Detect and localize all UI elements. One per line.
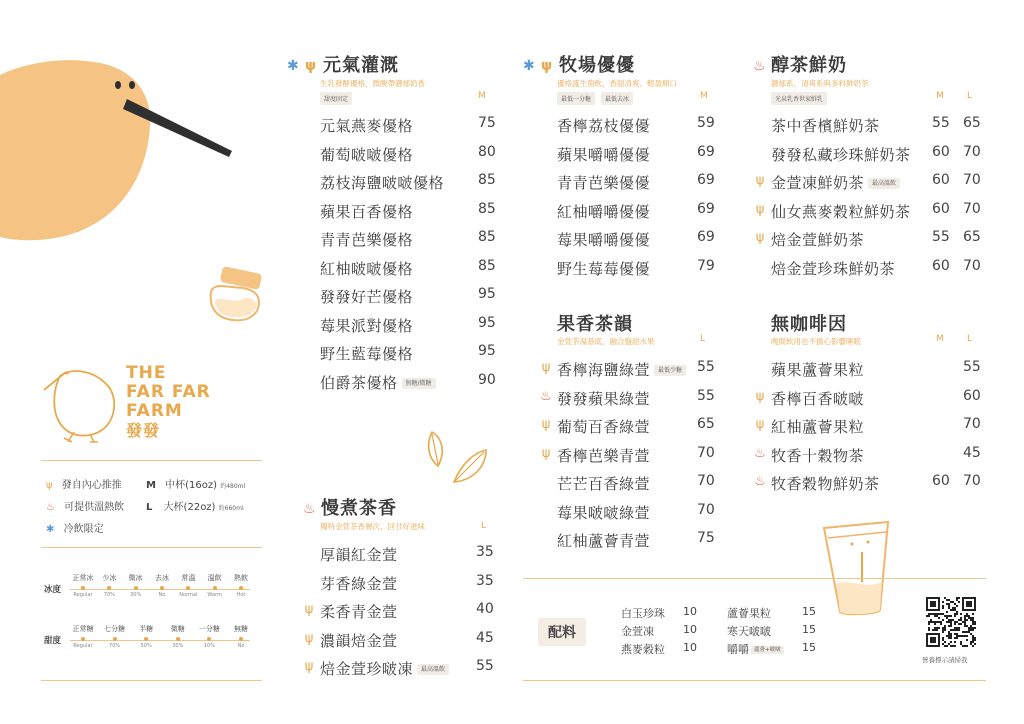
option-sublabel: 50% (140, 643, 152, 649)
topping-name: 金萱凍 (621, 625, 654, 638)
menu-item-label: 焙金萱珍珠鮮奶茶 (771, 259, 896, 278)
menu-item-name (320, 229, 413, 250)
flame-icon: ♨ (754, 474, 766, 489)
menu-item[interactable] (540, 387, 727, 417)
menu-item-label: 發發蘋果綠萱 (557, 389, 651, 408)
price-m: 95 (478, 343, 496, 359)
menu-item[interactable] (557, 229, 727, 258)
menu-item[interactable] (557, 530, 727, 559)
menu-item[interactable] (541, 444, 727, 474)
menu-item[interactable] (557, 258, 727, 287)
option-label: 無糖 (234, 625, 248, 633)
menu-item-label: 元氣燕麥優格 (320, 117, 414, 135)
section-subtitle-yuanqi: 生乳發酵優格，微酸帶濃郁奶香 (320, 79, 425, 88)
brand-line-4: 發發 (126, 421, 161, 440)
menu-item-label: 厚韻紅金萱 (320, 546, 398, 564)
legend-size-m: M 中杯(16oz) 約480ml (146, 480, 246, 491)
option-label: 微冰 (128, 574, 143, 582)
wheat-sprout-icon: ψ (755, 388, 765, 404)
menu-item[interactable] (320, 172, 500, 201)
option-sublabel: 10% (203, 643, 215, 649)
sugar-option[interactable] (98, 624, 132, 649)
menu-item[interactable] (304, 658, 500, 687)
menu-item[interactable] (320, 144, 500, 173)
option-dot (160, 586, 164, 590)
menu-item-name (557, 144, 650, 165)
option-dot (144, 637, 148, 641)
menu-item-label: 發發好芒優格 (320, 288, 414, 306)
section-title-guoxiang: 果香茶韻 (557, 314, 633, 335)
legend-size-l: L 大杯(22oz) 約660ml (146, 502, 244, 513)
topping-item (727, 623, 771, 639)
section-title-chunnai: ♨ 醇茶鮮奶 (753, 55, 847, 76)
option-sublabel: No (237, 643, 245, 649)
wheat-sprout-icon: ψ (304, 630, 314, 646)
topping-price: 10 (683, 641, 697, 654)
menu-item-label: 荔枝海鹽啵啵優格 (320, 174, 445, 192)
menu-item-label: 野生藍莓優格 (320, 345, 414, 363)
wheat-sprout-icon: ψ (304, 602, 314, 617)
menu-item-name (320, 544, 398, 565)
menu-item-label: 香檸芭樂青萱 (557, 446, 651, 465)
price-l: 70 (963, 143, 981, 160)
cup-illustration (822, 518, 894, 618)
price-m: 79 (697, 257, 715, 274)
topping-name: 燕麥穀粒 (621, 643, 665, 656)
wheat-sprout-icon: ψ (305, 58, 318, 74)
price-l: 60 (963, 387, 981, 404)
menu-item-label: 茶中香檳鮮奶茶 (771, 117, 880, 135)
option-sublabel: Regular (73, 592, 93, 598)
menu-item-name (771, 359, 864, 380)
sugar-label: 甜度 (44, 636, 62, 646)
legend-cold: ✱ 冷飲限定 (46, 524, 104, 535)
price-m: 60 (932, 143, 950, 160)
menu-item-name (557, 416, 650, 437)
topping-note: 蘆薈+啵啵 (751, 646, 784, 654)
menu-item-name (771, 115, 880, 136)
price-l: 70 (963, 416, 981, 432)
menu-item[interactable] (771, 258, 986, 287)
price-m: 60 (932, 473, 950, 489)
option-dot (113, 637, 117, 641)
item-list-muchang (557, 115, 727, 286)
topping-name: 嚼嚼 (727, 643, 749, 656)
menu-item-label: 紅柚蘆薈青萱 (557, 532, 651, 550)
option-sublabel: 70% (103, 592, 115, 598)
option-sublabel: Regular (73, 643, 93, 649)
option-dot (81, 586, 85, 590)
price-l: 55 (476, 658, 494, 674)
price-l: 55 (963, 359, 981, 375)
price-l: 70 (697, 501, 715, 518)
menu-item-name (557, 445, 650, 466)
flame-icon: ♨ (303, 501, 317, 517)
section-subtitle-muchang: 優格盛生菌飲，香甜清爽、輕盈順口 (557, 79, 677, 88)
menu-item-name (557, 502, 650, 523)
section-title-muchang: ✱ ψ 牧場優優 (523, 55, 635, 76)
menu-item-name (320, 630, 398, 651)
price-l: 65 (963, 229, 981, 245)
menu-item-name (771, 445, 864, 466)
price-m: 60 (932, 200, 950, 217)
tea-leaves-illustration (424, 428, 490, 488)
menu-item-label: 芒芒百香綠萱 (557, 475, 651, 493)
qr-caption: 營養標示請掃我 (922, 656, 968, 664)
menu-item-label: 蘋果蘆薈果粒 (771, 361, 865, 379)
topping-price: 10 (683, 623, 697, 636)
price-m: 75 (478, 115, 496, 131)
flame-icon: ♨ (46, 502, 55, 513)
flame-icon: ♨ (753, 58, 767, 74)
menu-item-name (557, 115, 650, 136)
menu-item[interactable] (557, 502, 727, 531)
menu-item-label: 牧香十穀物茶 (771, 446, 865, 465)
item-list-manzhu (304, 544, 500, 687)
price-l: 70 (963, 257, 981, 274)
menu-item[interactable] (541, 416, 727, 445)
option-label: 少冰 (102, 574, 117, 582)
topping-item (621, 641, 665, 657)
section-subtitle-chunnai: 濃郁系、清爽系與多料鮮奶茶 (771, 79, 869, 88)
menu-item-name (320, 315, 413, 336)
tag: 最低去冰 (601, 92, 633, 105)
menu-item-name (320, 343, 413, 364)
topping-price: 15 (802, 605, 816, 618)
price-m: 69 (697, 143, 715, 160)
menu-item[interactable] (320, 372, 500, 401)
option-dot (134, 586, 138, 590)
price-l: 70 (963, 172, 981, 188)
menu-item[interactable] (755, 200, 986, 230)
price-l: 75 (697, 530, 715, 546)
price-m: 55 (932, 115, 950, 131)
topping-price: 15 (802, 641, 816, 654)
wheat-sprout-icon: ψ (541, 58, 554, 74)
item-list-chunnai (755, 115, 986, 286)
section-subtitle-guoxiang: 金萱茶湯基底，融合盤甜水果 (557, 337, 655, 346)
menu-item-label: 香檸海鹽綠萱 (557, 361, 651, 379)
price-m: 69 (697, 172, 715, 188)
menu-item-name (771, 416, 864, 437)
price-l: 35 (476, 572, 494, 589)
section-tags-chunnai (771, 92, 827, 105)
menu-item-name (320, 601, 398, 622)
tag: 最低一分糖 (557, 92, 595, 105)
menu-item-name (320, 573, 398, 594)
option-dot (207, 637, 211, 641)
tag: 甜度固定 (320, 92, 352, 105)
section-subtitle-wukafei: 晚間飲用也不擔心影響睡眠 (771, 337, 861, 346)
brand-kiwi-logo (38, 362, 120, 444)
flame-icon: ♨ (540, 388, 552, 404)
menu-item[interactable] (320, 115, 500, 144)
menu-item-label: 紅柚啵啵優格 (320, 259, 414, 278)
option-label: 正常糖 (72, 625, 94, 633)
price-m: 60 (932, 257, 950, 274)
tag: 光泉乳香世家鮮乳 (771, 92, 827, 105)
option-sublabel: 70% (109, 643, 121, 649)
menu-item-name (320, 658, 449, 679)
price-l: 70 (963, 473, 981, 489)
menu-item[interactable] (755, 387, 986, 417)
ice-option[interactable] (224, 573, 258, 598)
option-dot (213, 586, 217, 590)
price-l: 35 (476, 544, 494, 560)
menu-item-label: 金萱凍鮮奶茶 (771, 174, 865, 192)
option-sublabel: 30% (172, 643, 184, 649)
menu-item[interactable] (771, 144, 986, 173)
menu-item-label: 發發私藏珍珠鮮奶茶 (771, 145, 911, 164)
brand-line-1: THE (126, 363, 167, 383)
menu-item-name (320, 372, 436, 393)
item-list-wukafei (754, 359, 986, 502)
topping-item (621, 623, 654, 639)
menu-item-label: 莓果啵啵綠萱 (557, 503, 651, 522)
brand-line-2: FAR FAR (126, 382, 211, 402)
topping-name: 蘆薈果粒 (727, 607, 771, 620)
menu-item[interactable] (320, 201, 500, 230)
price-m: 69 (697, 200, 715, 217)
topping-item (727, 605, 771, 621)
option-label: 半糖 (139, 625, 154, 633)
menu-item-note: 最低少糖 (654, 365, 686, 376)
menu-item-label: 焙金萱鮮奶茶 (771, 231, 865, 249)
menu-item-name (557, 201, 650, 222)
price-m: 95 (478, 314, 496, 331)
menu-item-label: 香檸荔枝優優 (557, 117, 651, 135)
menu-item-label: 蘋果百香優格 (320, 202, 414, 221)
sugar-option[interactable] (161, 624, 195, 649)
menu-item[interactable] (320, 286, 500, 315)
menu-item[interactable] (320, 229, 500, 258)
option-sublabel: Hot (236, 592, 246, 598)
price-l: 65 (963, 115, 981, 131)
menu-item-name (557, 172, 650, 193)
topping-item (621, 605, 665, 621)
menu-item[interactable] (304, 629, 500, 659)
snowflake-icon: ✱ (287, 58, 300, 74)
menu-item-name (320, 115, 413, 136)
qr-code[interactable] (926, 597, 976, 647)
menu-item[interactable] (557, 172, 727, 201)
section-title-manzhu: ♨ 慢煮茶香 (303, 498, 397, 519)
menu-item-name (320, 201, 413, 222)
price-l: 70 (697, 473, 715, 489)
section-tags-yuanqi (320, 92, 352, 105)
price-l: 65 (697, 416, 715, 432)
menu-item-label: 仙女燕麥穀粒鮮奶茶 (771, 202, 911, 221)
menu-item-name (557, 359, 686, 380)
kiwi-bird-illustration (0, 55, 240, 250)
price-m: 85 (478, 229, 496, 245)
menu-item-name (557, 258, 650, 279)
price-l: 40 (476, 601, 494, 617)
section-subtitle-manzhu: 獨特金萱茶香層次，回甘好滋味 (320, 522, 425, 531)
menu-item[interactable] (755, 172, 986, 201)
wheat-sprout-icon: ψ (304, 659, 314, 674)
option-label: 正常冰 (72, 574, 94, 582)
option-dot (239, 637, 243, 641)
menu-item-label: 香檸百香啵啵 (771, 389, 865, 408)
wheat-sprout-icon: ψ (46, 480, 53, 491)
menu-item-label: 葡萄啵啵優格 (320, 145, 414, 164)
price-m: 55 (932, 229, 950, 245)
item-list-guoxiang (540, 359, 727, 559)
menu-item[interactable] (557, 473, 727, 502)
menu-item-name (320, 144, 413, 165)
wheat-sprout-icon: ψ (755, 230, 765, 245)
menu-item-name (771, 172, 900, 193)
menu-item[interactable] (320, 258, 500, 287)
menu-item[interactable] (771, 359, 986, 388)
option-dot (107, 586, 111, 590)
menu-item-name (771, 201, 911, 222)
option-label: 熱飲 (234, 574, 248, 582)
price-m: 85 (478, 257, 496, 274)
menu-item-name (557, 530, 650, 551)
menu-item-label: 牧香穀物鮮奶茶 (771, 475, 880, 493)
topping-name: 白玉珍珠 (621, 607, 665, 620)
option-label: 去冰 (155, 574, 169, 582)
menu-item-name (771, 144, 911, 165)
option-dot (81, 637, 85, 641)
sugar-option[interactable] (224, 624, 258, 649)
wheat-sprout-icon: ψ (755, 201, 765, 217)
option-label: 微糖 (170, 625, 185, 633)
menu-item-label: 紅柚嚼嚼優優 (557, 202, 651, 221)
menu-item-name (771, 229, 864, 250)
menu-item-name (320, 286, 413, 307)
section-title-yuanqi: ✱ ψ 元氣灌溉 (287, 55, 399, 76)
menu-item-note: 無糖/微糖 (402, 378, 436, 389)
option-label: 常溫 (181, 574, 196, 582)
price-l: 45 (963, 444, 981, 461)
menu-item[interactable] (754, 473, 986, 502)
menu-item[interactable] (304, 601, 500, 630)
menu-item[interactable] (541, 359, 727, 388)
menu-item[interactable] (771, 115, 986, 144)
menu-item-label: 蘋果嚼嚼優優 (557, 145, 651, 164)
item-list-yuanqi (320, 115, 500, 400)
price-m: 60 (932, 172, 950, 188)
wheat-sprout-icon: ψ (541, 360, 551, 375)
price-m: 69 (697, 229, 715, 245)
price-l: 45 (476, 629, 494, 646)
menu-item-label: 莓果嚼嚼優優 (557, 231, 651, 249)
legend-recommend: ψ 發自內心推推 (46, 480, 122, 491)
menu-item-label: 野生莓莓優優 (557, 259, 651, 278)
price-l: 70 (697, 444, 715, 461)
menu-item-name (557, 473, 650, 494)
sugar-option[interactable] (66, 624, 100, 649)
option-dot (239, 586, 243, 590)
menu-item[interactable] (557, 115, 727, 144)
menu-item-name (320, 258, 413, 279)
option-sublabel: Warm (207, 592, 222, 598)
price-m: 85 (478, 200, 496, 217)
menu-item-name (557, 388, 650, 409)
section-title-wukafei: 無咖啡因 (771, 314, 847, 335)
menu-item-label: 青青芭樂優優 (557, 174, 651, 192)
menu-item-note: 最高溫飲 (417, 664, 449, 675)
price-l: 55 (697, 387, 715, 404)
yogurt-jar-illustration (203, 266, 265, 326)
option-label: 七分糖 (104, 625, 126, 633)
menu-item-label: 柔香青金萱 (320, 603, 398, 621)
toppings-label: 配料 (538, 618, 586, 646)
menu-item-name (771, 388, 864, 409)
sugar-option[interactable] (192, 624, 226, 649)
snowflake-icon: ✱ (46, 524, 55, 535)
menu-item[interactable] (557, 144, 727, 173)
legend-hot: ♨ 可提供溫熱飲 (46, 502, 125, 513)
menu-item-label: 芽香綠金萱 (320, 574, 398, 593)
topping-price: 15 (802, 623, 816, 636)
menu-item[interactable] (557, 201, 727, 230)
menu-item-name (557, 229, 650, 250)
menu-item-label: 濃韻焙金萱 (320, 631, 398, 650)
option-dot (186, 586, 190, 590)
price-l: 70 (963, 200, 981, 217)
price-m: 59 (697, 115, 715, 131)
menu-item[interactable] (754, 444, 986, 474)
option-sublabel: Normal (179, 592, 198, 598)
price-m: 85 (478, 172, 496, 188)
price-m: 95 (478, 286, 496, 302)
price-m: 90 (478, 371, 496, 388)
option-label: 一分糖 (198, 625, 220, 633)
menu-item[interactable] (320, 544, 500, 573)
sugar-option[interactable] (129, 624, 163, 649)
menu-item[interactable] (320, 315, 500, 344)
menu-item-name (771, 473, 880, 494)
menu-item-label: 伯爵茶優格 (320, 373, 398, 392)
wheat-sprout-icon: ψ (755, 173, 765, 188)
menu-item-name (771, 258, 895, 279)
menu-item[interactable] (755, 229, 986, 258)
option-label: 溫飲 (207, 574, 222, 582)
option-dot (176, 637, 180, 641)
wheat-sprout-icon: ψ (755, 417, 765, 432)
topping-item (727, 641, 784, 657)
ice-label: 冰度 (44, 585, 62, 595)
menu-item-label: 焙金萱珍啵凍 (320, 660, 414, 678)
topping-name: 寒天啵啵 (727, 625, 771, 638)
price-m: 80 (478, 143, 496, 160)
wheat-sprout-icon: ψ (541, 417, 551, 432)
menu-item-name (320, 172, 444, 193)
topping-price: 10 (683, 605, 697, 618)
menu-item[interactable] (320, 573, 500, 602)
wheat-sprout-icon: ψ (541, 445, 551, 461)
flame-icon: ♨ (754, 445, 766, 461)
option-sublabel: No (158, 592, 166, 598)
price-l: 55 (697, 359, 715, 375)
menu-item-note: 最高溫飲 (868, 178, 900, 189)
section-tags-muchang (557, 92, 633, 105)
option-sublabel: 30% (130, 592, 142, 598)
brand-line-3: FARM (126, 401, 183, 421)
snowflake-icon: ✱ (523, 58, 536, 74)
menu-item-label: 葡萄百香綠萱 (557, 418, 651, 436)
menu-item-label: 莓果派對優格 (320, 316, 414, 335)
menu-item[interactable] (320, 343, 500, 372)
menu-item-label: 青青芭樂優格 (320, 231, 414, 249)
menu-item-label: 紅柚蘆薈果粒 (771, 418, 865, 436)
menu-item[interactable] (755, 416, 986, 445)
